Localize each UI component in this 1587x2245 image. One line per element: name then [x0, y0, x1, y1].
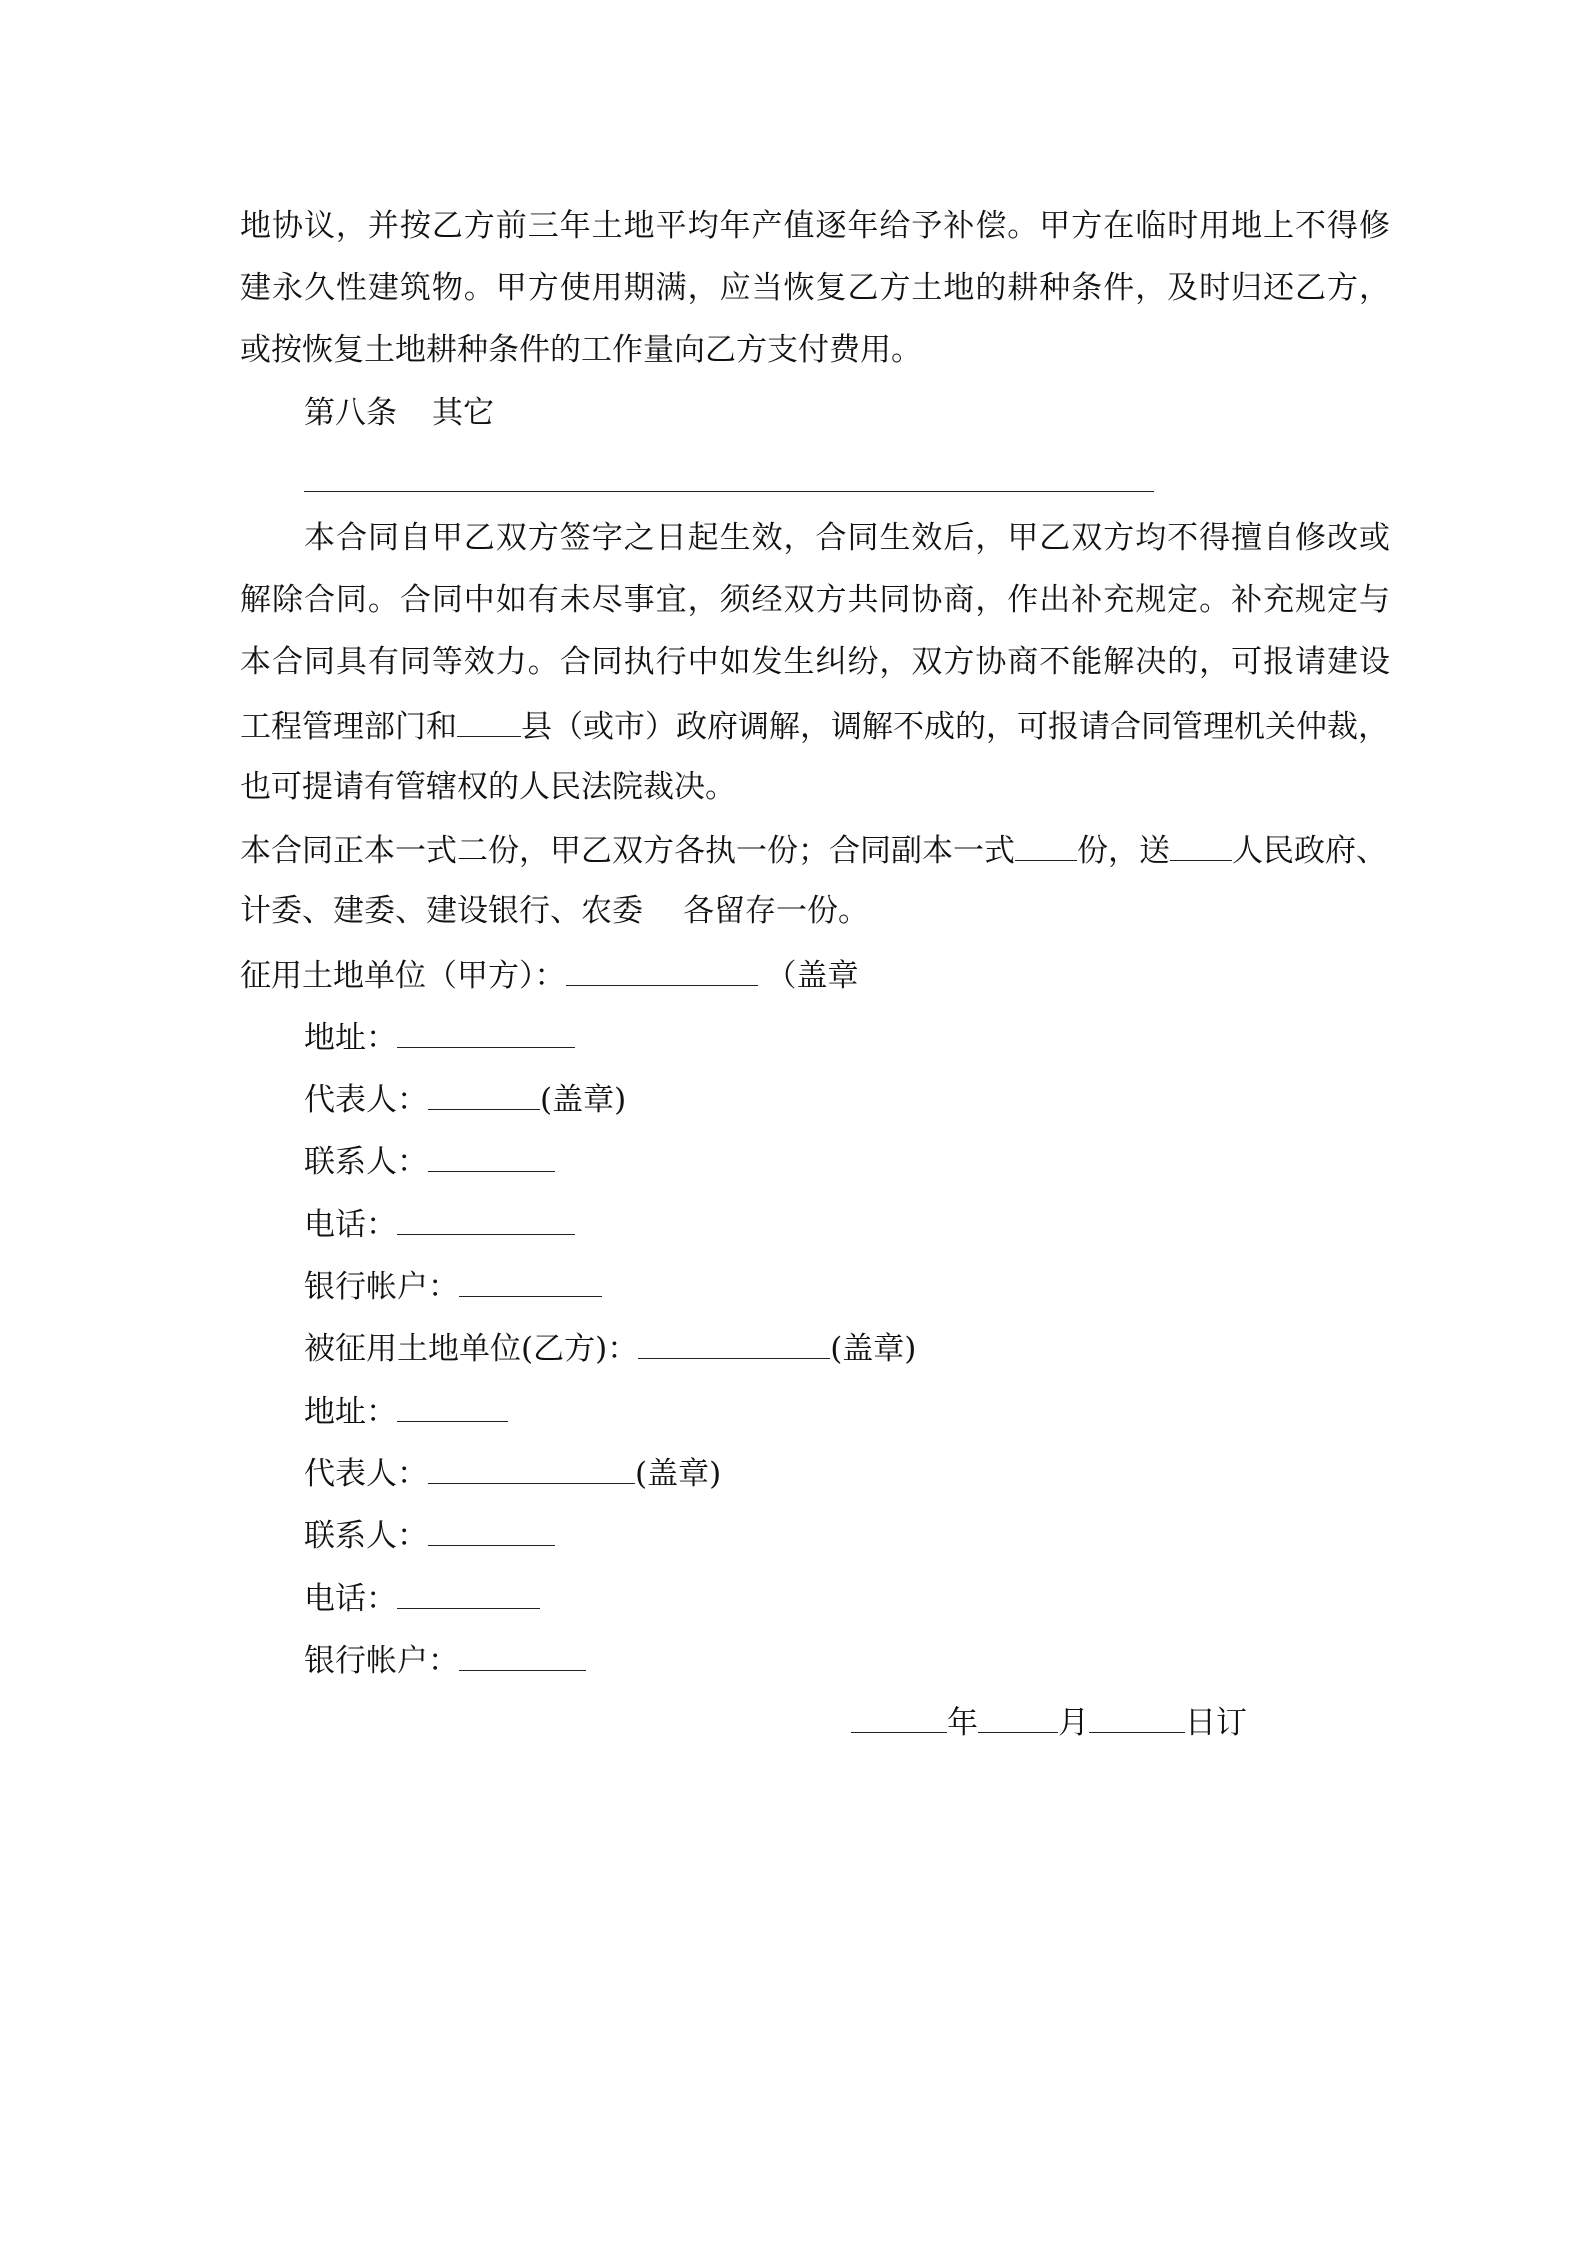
party-b-address-blank[interactable] [397, 1390, 508, 1422]
party-a-phone-blank[interactable] [397, 1203, 575, 1235]
party-a-representative: 代表人： (盖章) [304, 1078, 626, 1120]
article-number: 第八条 [304, 395, 397, 431]
party-a-contact-blank[interactable] [428, 1140, 555, 1172]
clause-text-line: 本合同自甲乙双方签字之日起生效，合同生效后，甲乙双方均不得擅自修改或 [304, 520, 1390, 556]
month-blank[interactable] [978, 1701, 1058, 1733]
signing-date: 年 月 日订 [851, 1701, 1247, 1743]
year-blank[interactable] [851, 1701, 947, 1733]
county-blank[interactable] [457, 705, 521, 737]
clause-text-line: 计委、建委、建设银行、农委 各留存一份。 [240, 893, 869, 929]
party-b-unit-blank[interactable] [638, 1327, 830, 1359]
other-terms-blank[interactable] [304, 491, 1154, 492]
party-a-address: 地址： [304, 1016, 575, 1058]
copies-count-blank[interactable] [1015, 829, 1077, 861]
party-a-unit: 征用土地单位（甲方）： （盖章 [240, 954, 859, 996]
party-b-representative: 代表人： (盖章) [304, 1452, 721, 1494]
party-b-address: 地址： [304, 1390, 508, 1432]
clause-text-line: 解除合同。合同中如有未尽事宜，须经双方共同协商，作出补充规定。补充规定与 [240, 582, 1390, 618]
clause-text-line: 或按恢复土地耕种条件的工作量向乙方支付费用。 [240, 332, 922, 368]
clause-text-line: 本合同正本一式二份，甲乙双方各执一份；合同副本一式 份，送 人民政府、 [240, 829, 1387, 871]
party-a-phone: 电话： [304, 1203, 575, 1245]
party-b-bank-blank[interactable] [459, 1639, 586, 1671]
party-a-bank-blank[interactable] [459, 1265, 602, 1297]
party-a-rep-blank[interactable] [428, 1078, 540, 1110]
party-b-rep-blank[interactable] [428, 1452, 635, 1484]
government-blank[interactable] [1170, 829, 1232, 861]
party-a-address-blank[interactable] [397, 1016, 575, 1048]
article-heading [304, 393, 494, 433]
party-b-phone-blank[interactable] [397, 1577, 540, 1609]
party-b-bank: 银行帐户： [304, 1639, 586, 1681]
day-blank[interactable] [1089, 1701, 1185, 1733]
clause-text-line: 地协议，并按乙方前三年土地平均年产值逐年给予补偿。甲方在临时用地上不得修 [240, 208, 1390, 244]
party-b-unit: 被征用土地单位(乙方)： (盖章) [304, 1327, 916, 1369]
clause-text-line: 工程管理部门和 县（或市）政府调解，调解不成的，可报请合同管理机关仲裁， [240, 705, 1389, 747]
party-b-contact: 联系人： [304, 1514, 555, 1556]
party-a-bank: 银行帐户： [304, 1265, 602, 1307]
party-b-phone: 电话： [304, 1577, 540, 1619]
party-a-unit-blank[interactable] [566, 954, 758, 986]
clause-text-line: 也可提请有管辖权的人民法院裁决。 [240, 769, 736, 805]
clause-text-line: 本合同具有同等效力。合同执行中如发生纠纷，双方协商不能解决的，可报请建设 [240, 644, 1390, 680]
clause-text-line: 建永久性建筑物。甲方使用期满，应当恢复乙方土地的耕种条件，及时归还乙方， [240, 270, 1390, 306]
article-title: 其它 [432, 395, 494, 431]
party-b-contact-blank[interactable] [428, 1514, 555, 1546]
party-a-contact: 联系人： [304, 1140, 555, 1182]
